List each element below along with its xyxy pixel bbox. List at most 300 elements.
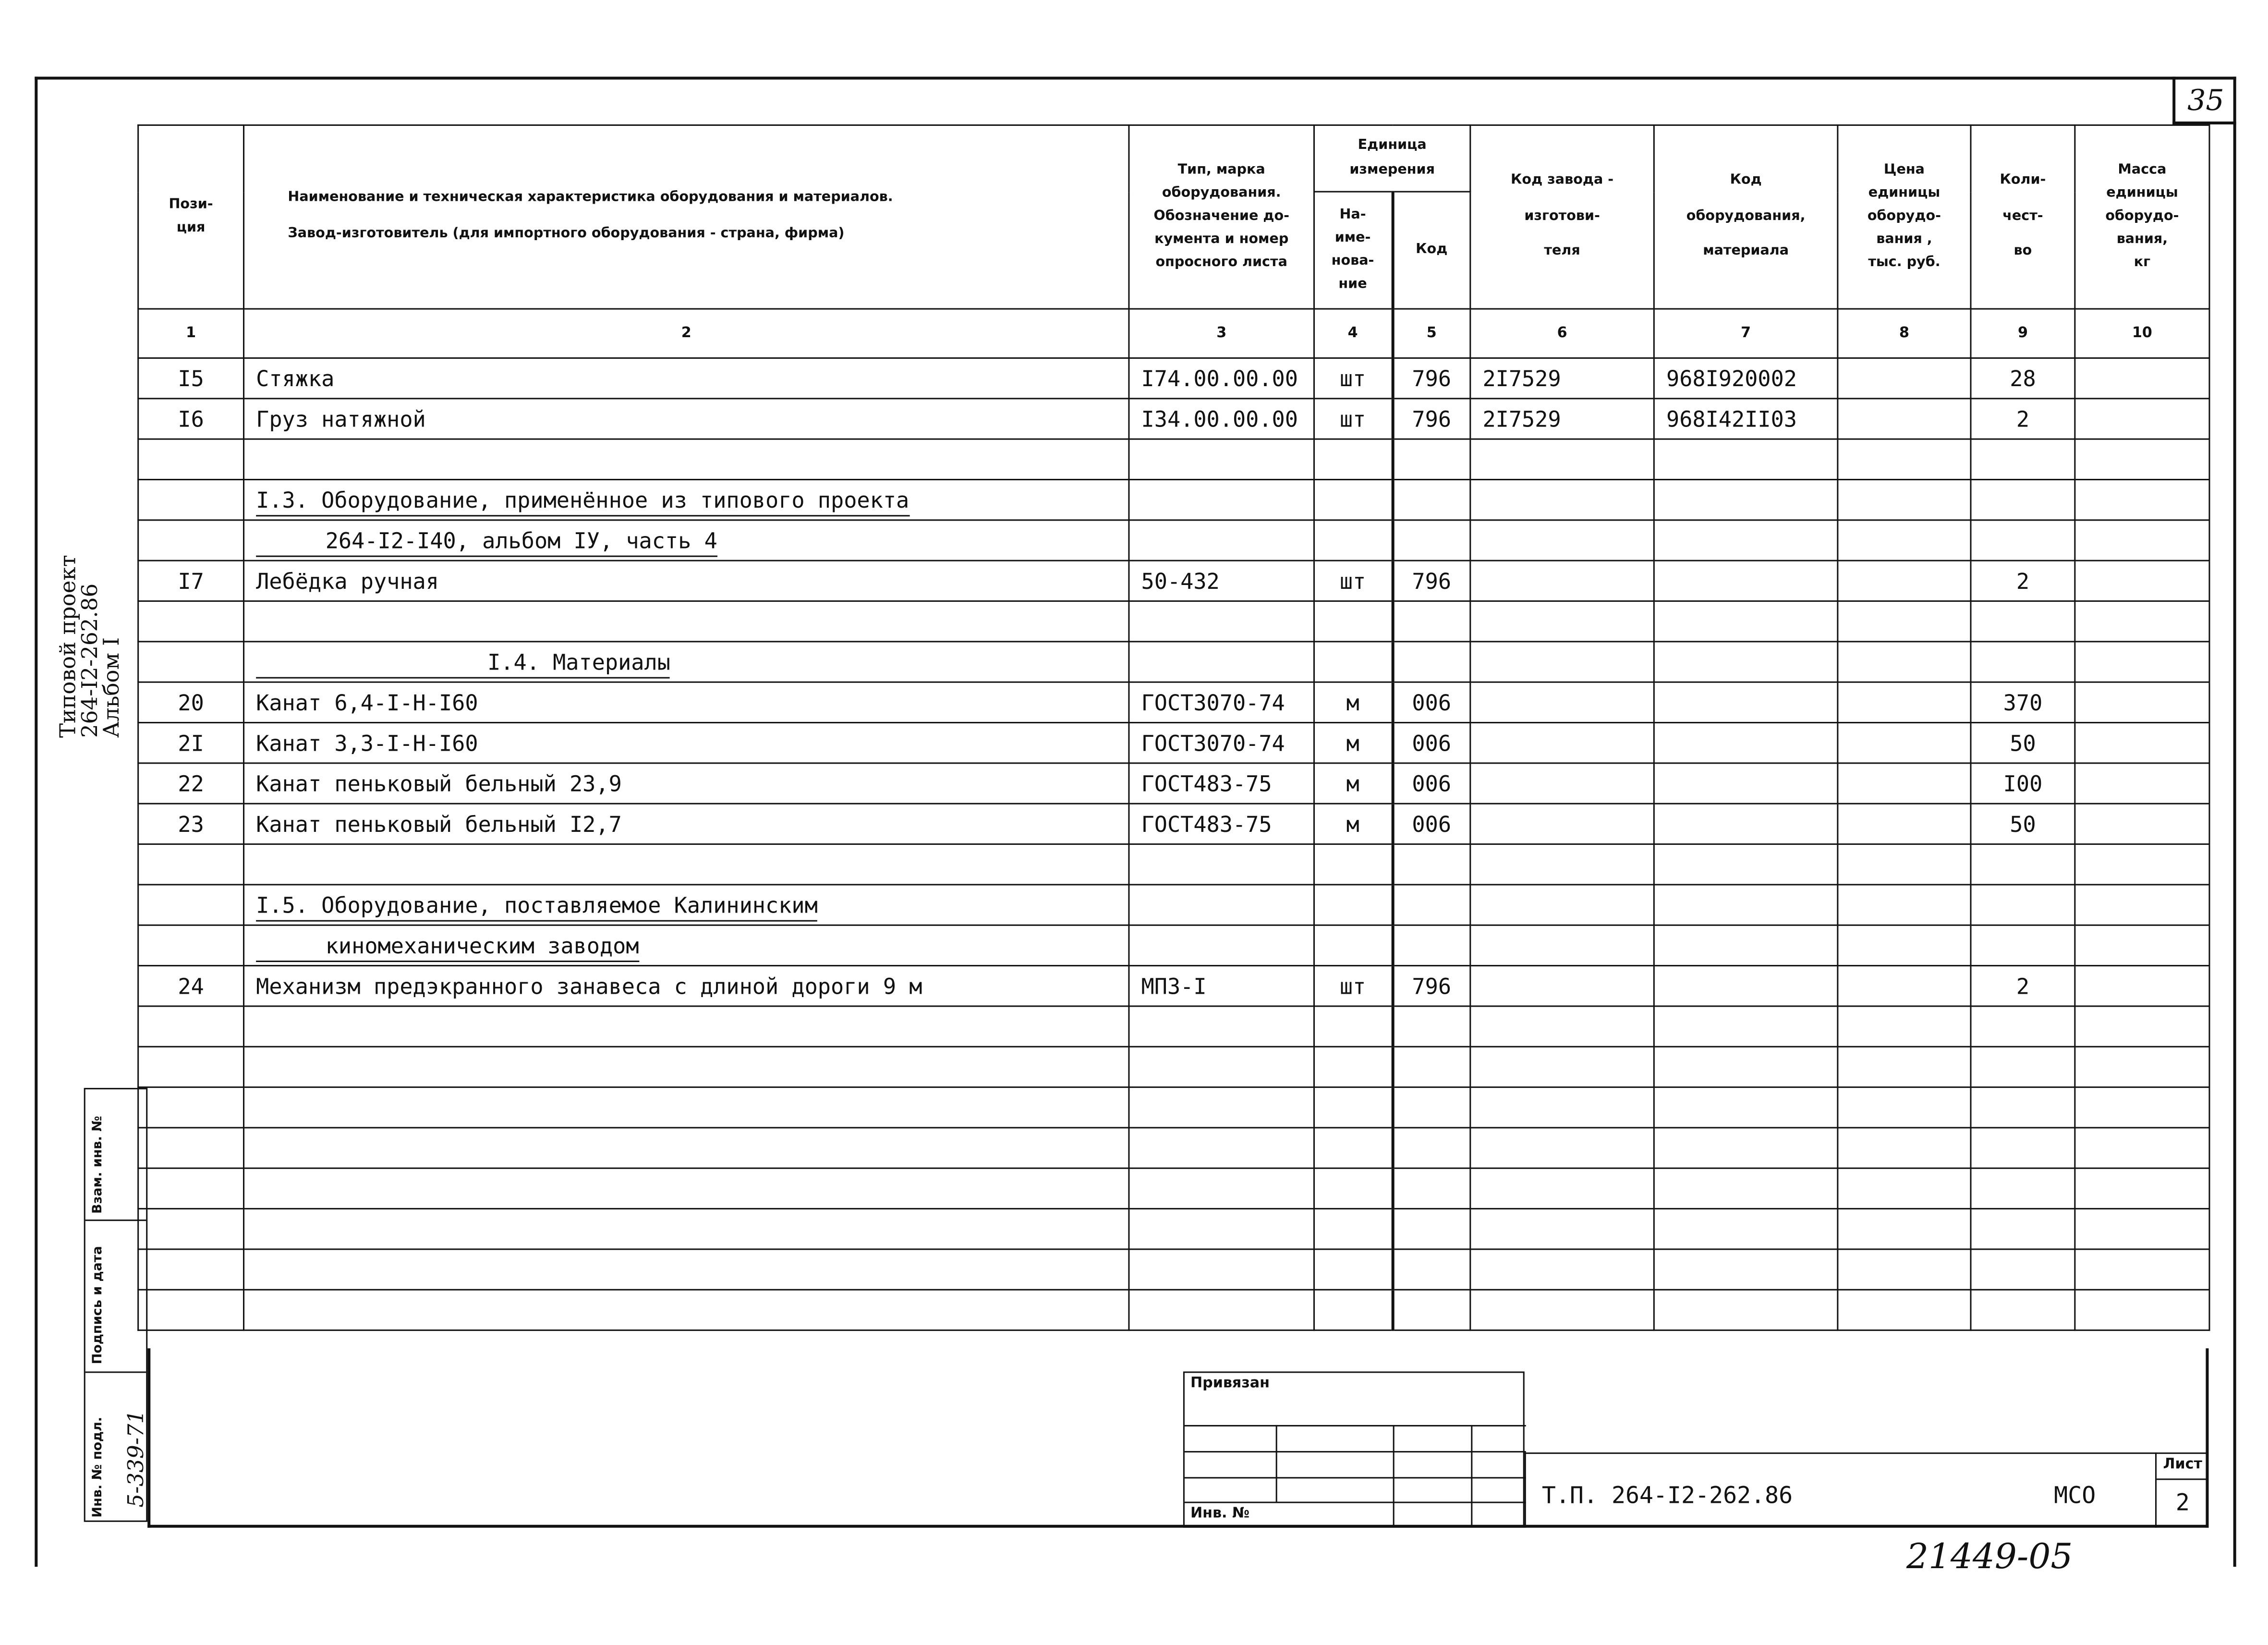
cell-code xyxy=(1392,885,1470,925)
cell-code xyxy=(1392,1006,1470,1047)
cell-price xyxy=(1838,1249,1971,1290)
table-row xyxy=(138,642,2209,682)
side-project-label xyxy=(55,555,125,738)
stamp-label-replacement: Взам. инв. № xyxy=(91,1116,106,1214)
header-type xyxy=(1129,125,1314,309)
cell-pos xyxy=(138,925,244,965)
cell-unit xyxy=(1314,1168,1392,1208)
table-row xyxy=(138,480,2209,520)
header-quantity xyxy=(1971,125,2075,309)
cell-plant xyxy=(1470,1006,1654,1047)
cell-mass xyxy=(2075,1128,2209,1168)
cell-name xyxy=(244,480,1129,520)
column-number: 3 xyxy=(1129,309,1314,358)
table-row xyxy=(138,723,2209,763)
cell-type xyxy=(1129,601,1314,642)
cell-qty xyxy=(1971,1087,2075,1128)
cell-qty xyxy=(1971,1290,2075,1330)
cell-mass xyxy=(2075,1209,2209,1249)
cell-name: Канат 6,4-I-Н-I60 xyxy=(244,682,1129,722)
inventory-number: 5-339-71 xyxy=(123,1410,149,1508)
cell-mat xyxy=(1654,966,1838,1006)
cell-name xyxy=(244,1087,1129,1128)
cell-pos xyxy=(138,480,244,520)
cell-type xyxy=(1129,1168,1314,1208)
side-line-2: 264-I2-262.86 xyxy=(76,583,103,738)
cell-unit xyxy=(1314,439,1392,479)
binding-stamp xyxy=(1183,1371,1525,1527)
cell-price xyxy=(1838,439,1971,479)
cell-pos xyxy=(138,1290,244,1330)
cell-code xyxy=(1392,1128,1470,1168)
cell-pos xyxy=(138,439,244,479)
cell-qty: 370 xyxy=(1971,682,2075,722)
cell-type: I74.00.00.00 xyxy=(1129,358,1314,398)
cell-code xyxy=(1392,925,1470,965)
section-heading: I.4. Материалы xyxy=(256,649,670,678)
binding-label: Привязан xyxy=(1190,1376,1270,1392)
table-row xyxy=(138,439,2209,479)
cell-price xyxy=(1838,1290,1971,1330)
table-row xyxy=(138,966,2209,1006)
header-price-text: Цена единицы оборудо- вания , тыс. руб. xyxy=(1867,161,1941,271)
cell-type xyxy=(1129,1047,1314,1087)
cell-price xyxy=(1838,804,1971,844)
table-row xyxy=(138,844,2209,885)
cell-qty: 28 xyxy=(1971,358,2075,398)
cell-mass xyxy=(2075,844,2209,885)
cell-plant xyxy=(1470,885,1654,925)
cell-plant xyxy=(1470,1249,1654,1290)
column-number: 9 xyxy=(1971,309,2075,358)
cell-price xyxy=(1838,1209,1971,1249)
cell-qty xyxy=(1971,1209,2075,1249)
table-row xyxy=(138,682,2209,722)
sheet-value: 2 xyxy=(2175,1488,2190,1516)
cell-plant: 2I7529 xyxy=(1470,358,1654,398)
cell-type: ГОСТ3070-74 xyxy=(1129,682,1314,722)
cell-type xyxy=(1129,1209,1314,1249)
cell-price xyxy=(1838,723,1971,763)
cell-mat xyxy=(1654,723,1838,763)
cell-plant xyxy=(1470,1209,1654,1249)
cell-mat xyxy=(1654,1006,1838,1047)
cell-pos xyxy=(138,1006,244,1047)
cell-mass xyxy=(2075,1006,2209,1047)
table-row xyxy=(138,358,2209,398)
table-row xyxy=(138,520,2209,561)
cell-pos: 20 xyxy=(138,682,244,722)
cell-type: 50-432 xyxy=(1129,561,1314,601)
cell-mat xyxy=(1654,1290,1838,1330)
cell-mat xyxy=(1654,925,1838,965)
header-type-text: Тип, марка оборудования. Обозначение до- кумента и номер опросного листа xyxy=(1153,161,1290,271)
cell-mass xyxy=(2075,1168,2209,1208)
column-number: 6 xyxy=(1470,309,1654,358)
table-row xyxy=(138,885,2209,925)
cell-code xyxy=(1392,439,1470,479)
cell-plant xyxy=(1470,966,1654,1006)
cell-type xyxy=(1129,1290,1314,1330)
cell-name xyxy=(244,1249,1129,1290)
cell-type xyxy=(1129,480,1314,520)
cell-price xyxy=(1838,358,1971,398)
cell-name: Груз натяжной xyxy=(244,399,1129,439)
cell-mat: 968I42II03 xyxy=(1654,399,1838,439)
cell-code: 796 xyxy=(1392,561,1470,601)
side-line-3: Альбом I xyxy=(98,637,125,738)
header-material-code-text: Код оборудования, материала xyxy=(1686,172,1806,260)
column-number: 5 xyxy=(1392,309,1470,358)
cell-mat xyxy=(1654,844,1838,885)
cell-unit xyxy=(1314,1249,1392,1290)
cell-type xyxy=(1129,885,1314,925)
cell-price xyxy=(1838,1087,1971,1128)
cell-code xyxy=(1392,1087,1470,1128)
cell-pos xyxy=(138,844,244,885)
cell-type: I34.00.00.00 xyxy=(1129,399,1314,439)
cell-code xyxy=(1392,1290,1470,1330)
cell-code xyxy=(1392,1047,1470,1087)
cell-mass xyxy=(2075,439,2209,479)
cell-type xyxy=(1129,1249,1314,1290)
cell-price xyxy=(1838,642,1971,682)
table-row xyxy=(138,1047,2209,1087)
cell-qty: 2 xyxy=(1971,399,2075,439)
cell-code xyxy=(1392,844,1470,885)
cell-plant xyxy=(1470,1047,1654,1087)
table-row xyxy=(138,1006,2209,1047)
cell-plant xyxy=(1470,601,1654,642)
cell-unit: шт xyxy=(1314,399,1392,439)
cell-mass xyxy=(2075,642,2209,682)
header-unit xyxy=(1314,125,1470,192)
cell-pos xyxy=(138,601,244,642)
header-mass-text: Масса единицы оборудо- вания, кг xyxy=(2105,161,2179,271)
cell-code: 796 xyxy=(1392,966,1470,1006)
header-unit-code xyxy=(1392,192,1470,309)
cell-name xyxy=(244,520,1129,561)
cell-type xyxy=(1129,642,1314,682)
cell-mat xyxy=(1654,804,1838,844)
cell-pos: 24 xyxy=(138,966,244,1006)
cell-price xyxy=(1838,1128,1971,1168)
header-plant-code-text: Код завода - изготови- теля xyxy=(1511,172,1614,260)
cell-plant xyxy=(1470,480,1654,520)
cell-mass xyxy=(2075,601,2209,642)
sheet-label: Лист xyxy=(2157,1452,2208,1480)
cell-name: Канат пеньковый бельный I2,7 xyxy=(244,804,1129,844)
cell-qty xyxy=(1971,1006,2075,1047)
cell-mat xyxy=(1654,1168,1838,1208)
cell-price xyxy=(1838,682,1971,722)
cell-mat xyxy=(1654,601,1838,642)
cell-plant xyxy=(1470,439,1654,479)
cell-pos xyxy=(138,885,244,925)
cell-price xyxy=(1838,399,1971,439)
cell-mass xyxy=(2075,804,2209,844)
cell-pos: I6 xyxy=(138,399,244,439)
cell-mass xyxy=(2075,480,2209,520)
cell-code xyxy=(1392,642,1470,682)
cell-type xyxy=(1129,844,1314,885)
cell-qty xyxy=(1971,925,2075,965)
cell-name xyxy=(244,439,1129,479)
cell-qty: 2 xyxy=(1971,561,2075,601)
cell-plant xyxy=(1470,642,1654,682)
cell-unit xyxy=(1314,642,1392,682)
cell-unit xyxy=(1314,1006,1392,1047)
table-row xyxy=(138,561,2209,601)
cell-plant: 2I7529 xyxy=(1470,399,1654,439)
cell-mass xyxy=(2075,723,2209,763)
header-plant-code xyxy=(1470,125,1654,309)
cell-mass xyxy=(2075,966,2209,1006)
cell-unit xyxy=(1314,1087,1392,1128)
cell-type xyxy=(1129,439,1314,479)
cell-code xyxy=(1392,601,1470,642)
cell-code: 006 xyxy=(1392,804,1470,844)
cell-qty xyxy=(1971,844,2075,885)
stamp-label-signature: Подпись и дата xyxy=(91,1246,106,1365)
cell-pos xyxy=(138,1168,244,1208)
cell-type: ГОСТ3070-74 xyxy=(1129,723,1314,763)
cell-pos xyxy=(138,1209,244,1249)
cell-qty xyxy=(1971,480,2075,520)
cell-qty xyxy=(1971,1047,2075,1087)
cell-code: 796 xyxy=(1392,399,1470,439)
cell-code xyxy=(1392,1249,1470,1290)
cell-pos: 2I xyxy=(138,723,244,763)
table-row xyxy=(138,601,2209,642)
cell-name xyxy=(244,1290,1129,1330)
cell-code: 796 xyxy=(1392,358,1470,398)
section-heading: 264-I2-I40, альбом IУ, часть 4 xyxy=(256,527,717,556)
column-number: 4 xyxy=(1314,309,1392,358)
cell-mat xyxy=(1654,439,1838,479)
section-heading: I.5. Оборудование, поставляемое Калининским xyxy=(256,892,818,921)
column-number-row xyxy=(138,309,2209,358)
cell-unit xyxy=(1314,1047,1392,1087)
cell-unit xyxy=(1314,1128,1392,1168)
cell-qty xyxy=(1971,520,2075,561)
cell-unit xyxy=(1314,1290,1392,1330)
sheet-box xyxy=(2155,1452,2208,1528)
column-number: 7 xyxy=(1654,309,1838,358)
cell-pos xyxy=(138,1249,244,1290)
cell-mass xyxy=(2075,1047,2209,1087)
header-unit-name xyxy=(1314,192,1392,309)
document-code: Т.П. 264-I2-262.86 xyxy=(1541,1481,1793,1509)
cell-name xyxy=(244,1128,1129,1168)
header-material-code xyxy=(1654,125,1838,309)
cell-type: ГОСТ483-75 xyxy=(1129,763,1314,804)
cell-mat xyxy=(1654,642,1838,682)
cell-price xyxy=(1838,1006,1971,1047)
cell-pos: I7 xyxy=(138,561,244,601)
cell-mass xyxy=(2075,763,2209,804)
cell-mat: 968I920002 xyxy=(1654,358,1838,398)
cell-plant xyxy=(1470,1290,1654,1330)
cell-unit: м xyxy=(1314,763,1392,804)
column-number: 2 xyxy=(244,309,1129,358)
cell-price xyxy=(1838,966,1971,1006)
side-line-1: Типовой проект xyxy=(55,555,81,738)
cell-plant xyxy=(1470,844,1654,885)
cell-name xyxy=(244,601,1129,642)
cell-mat xyxy=(1654,520,1838,561)
cell-name: Стяжка xyxy=(244,358,1129,398)
header-unit-name-text: На- име- нова- ние xyxy=(1331,206,1374,292)
cell-unit: м xyxy=(1314,723,1392,763)
cell-code xyxy=(1392,520,1470,561)
header-unit-code-text: Код xyxy=(1416,241,1448,257)
cell-unit xyxy=(1314,885,1392,925)
section-heading: I.3. Оборудование, применённое из типового проекта xyxy=(256,487,909,516)
cell-type: ГОСТ483-75 xyxy=(1129,804,1314,844)
binding-inventory-label: Инв. № xyxy=(1190,1506,1250,1522)
cell-price xyxy=(1838,1168,1971,1208)
cell-plant xyxy=(1470,520,1654,561)
cell-type xyxy=(1129,520,1314,561)
table-row xyxy=(138,1249,2209,1290)
cell-name: Канат пеньковый бельный 23,9 xyxy=(244,763,1129,804)
cell-pos xyxy=(138,1047,244,1087)
cell-name: Лебёдка ручная xyxy=(244,561,1129,601)
cell-mass xyxy=(2075,925,2209,965)
cell-pos: 22 xyxy=(138,763,244,804)
cell-type xyxy=(1129,1006,1314,1047)
cell-price xyxy=(1838,1047,1971,1087)
cell-qty xyxy=(1971,1128,2075,1168)
cell-code xyxy=(1392,1209,1470,1249)
stamp-label-inventory: Инв. № подл. xyxy=(91,1416,106,1518)
document-suffix: МСО xyxy=(2054,1481,2096,1509)
header-position xyxy=(138,125,244,309)
cell-qty xyxy=(1971,1168,2075,1208)
archive-code: 21449-05 xyxy=(1906,1536,2073,1577)
table-row xyxy=(138,1209,2209,1249)
cell-price xyxy=(1838,561,1971,601)
cell-name xyxy=(244,925,1129,965)
cell-mat xyxy=(1654,561,1838,601)
cell-unit xyxy=(1314,601,1392,642)
cell-price xyxy=(1838,601,1971,642)
column-number: 10 xyxy=(2075,309,2209,358)
cell-mat xyxy=(1654,763,1838,804)
cell-unit xyxy=(1314,844,1392,885)
cell-price xyxy=(1838,885,1971,925)
cell-plant xyxy=(1470,723,1654,763)
cell-mat xyxy=(1654,885,1838,925)
cell-plant xyxy=(1470,1168,1654,1208)
table-row xyxy=(138,1168,2209,1208)
cell-unit xyxy=(1314,520,1392,561)
cell-mass xyxy=(2075,1087,2209,1128)
cell-type xyxy=(1129,925,1314,965)
header-name xyxy=(244,125,1129,309)
cell-code: 006 xyxy=(1392,682,1470,722)
cell-mass xyxy=(2075,520,2209,561)
cell-code: 006 xyxy=(1392,723,1470,763)
column-number: 8 xyxy=(1838,309,1971,358)
cell-plant xyxy=(1470,804,1654,844)
cell-mat xyxy=(1654,682,1838,722)
cell-pos: I5 xyxy=(138,358,244,398)
column-number: 1 xyxy=(138,309,244,358)
cell-plant xyxy=(1470,925,1654,965)
cell-mass xyxy=(2075,885,2209,925)
cell-mass xyxy=(2075,1249,2209,1290)
cell-pos xyxy=(138,1087,244,1128)
cell-mass xyxy=(2075,682,2209,722)
cell-name xyxy=(244,844,1129,885)
table-row xyxy=(138,1290,2209,1330)
cell-price xyxy=(1838,520,1971,561)
cell-plant xyxy=(1470,763,1654,804)
cell-price xyxy=(1838,925,1971,965)
cell-qty xyxy=(1971,885,2075,925)
cell-unit xyxy=(1314,480,1392,520)
cell-unit: м xyxy=(1314,804,1392,844)
header-price xyxy=(1838,125,1971,309)
cell-plant xyxy=(1470,1087,1654,1128)
cell-plant xyxy=(1470,1128,1654,1168)
cell-qty: 50 xyxy=(1971,723,2075,763)
sheet-number: 35 xyxy=(2172,77,2236,124)
cell-mass xyxy=(2075,358,2209,398)
table-row xyxy=(138,925,2209,965)
cell-unit xyxy=(1314,925,1392,965)
cell-mass xyxy=(2075,399,2209,439)
cell-code xyxy=(1392,1168,1470,1208)
cell-code: 006 xyxy=(1392,763,1470,804)
cell-mass xyxy=(2075,561,2209,601)
cell-pos xyxy=(138,520,244,561)
cell-name: Канат 3,3-I-Н-I60 xyxy=(244,723,1129,763)
cell-name xyxy=(244,642,1129,682)
cell-type xyxy=(1129,1087,1314,1128)
cell-qty: 50 xyxy=(1971,804,2075,844)
cell-name xyxy=(244,1168,1129,1208)
cell-mat xyxy=(1654,1087,1838,1128)
cell-qty: I00 xyxy=(1971,763,2075,804)
cell-pos: 23 xyxy=(138,804,244,844)
table-row xyxy=(138,763,2209,804)
cell-unit: шт xyxy=(1314,561,1392,601)
header-unit-text: Единица измерения xyxy=(1349,138,1435,177)
cell-name: Механизм предэкранного занавеса с длиной дороги 9 м xyxy=(244,966,1129,1006)
cell-pos xyxy=(138,642,244,682)
cell-code xyxy=(1392,480,1470,520)
cell-price xyxy=(1838,480,1971,520)
cell-mat xyxy=(1654,480,1838,520)
specification-table xyxy=(137,124,2210,1331)
table-row xyxy=(138,804,2209,844)
header-name-text: Наименование и техническая характеристика оборудования и материалов. Завод-изготовитель (для импортного оборудования - страна, фирма) xyxy=(288,190,893,242)
cell-qty: 2 xyxy=(1971,966,2075,1006)
cell-name xyxy=(244,885,1129,925)
cell-name xyxy=(244,1209,1129,1249)
cell-mat xyxy=(1654,1047,1838,1087)
cell-pos xyxy=(138,1128,244,1168)
section-heading: киномеханическим заводом xyxy=(256,932,639,961)
table-row xyxy=(138,1087,2209,1128)
cell-name xyxy=(244,1047,1129,1087)
header-quantity-text: Коли- чест- во xyxy=(2000,172,2046,260)
cell-qty xyxy=(1971,1249,2075,1290)
cell-qty xyxy=(1971,439,2075,479)
